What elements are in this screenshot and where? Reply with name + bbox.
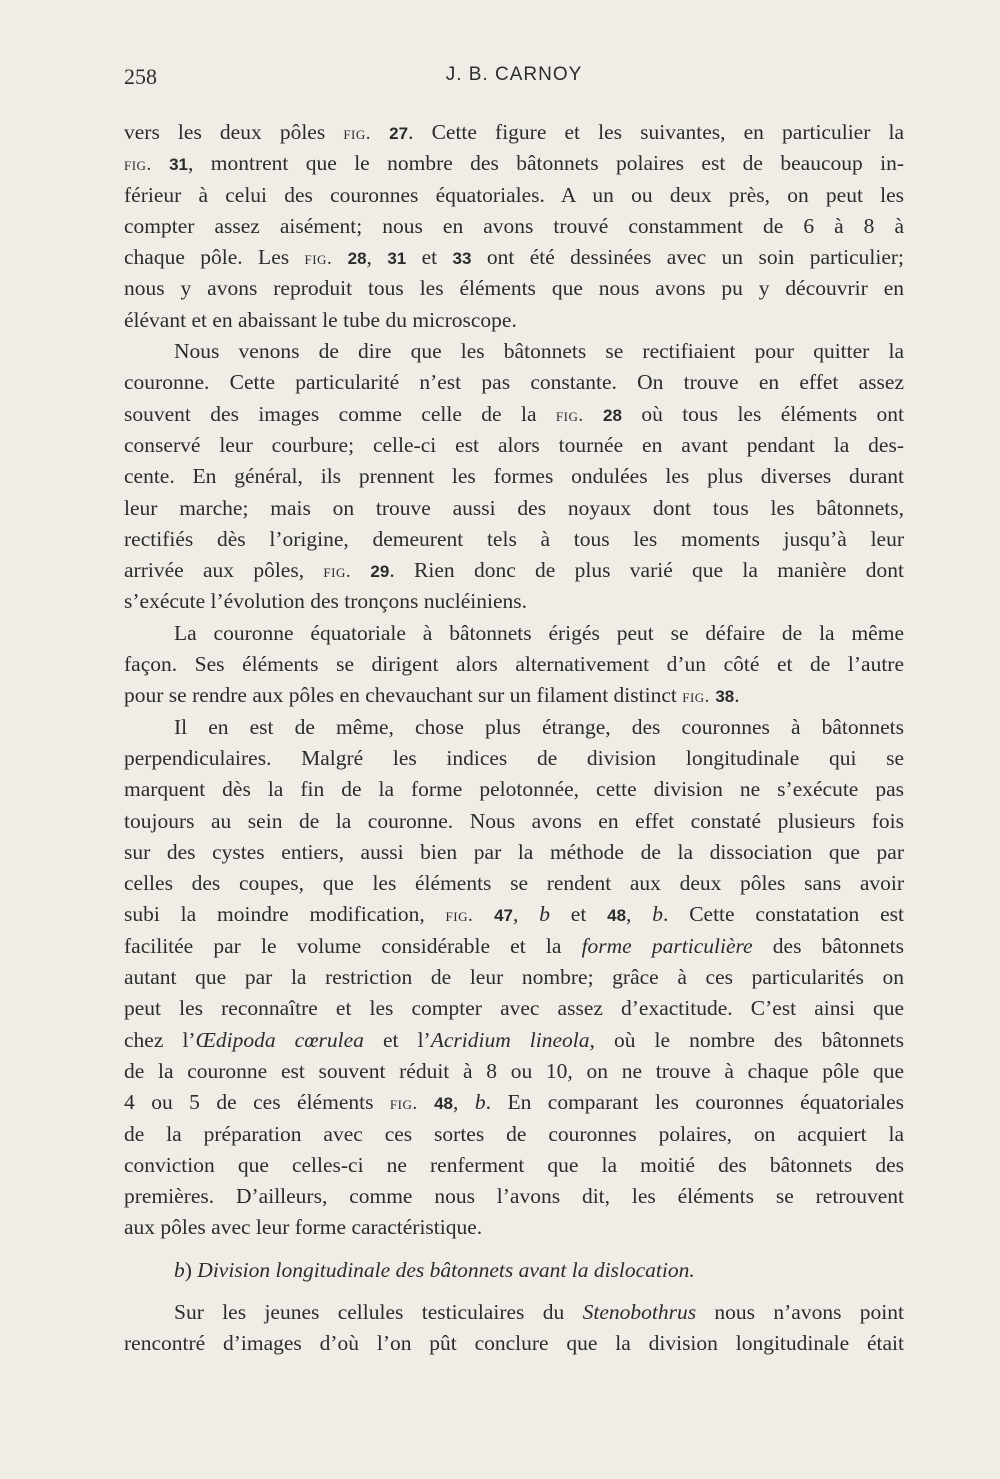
- text-span: . En comparant les couronnes équatoriales: [485, 1090, 905, 1115]
- text-line: [124, 712, 904, 743]
- text-span: . Rien donc de plus varié que la manière dont: [389, 558, 904, 583]
- text-line: [124, 743, 904, 774]
- figure-reference: fig.: [445, 905, 474, 927]
- text-span: . Cette figure et les suivantes, en particulier la: [408, 120, 904, 144]
- text-span: .: [734, 683, 740, 708]
- text-span: et: [406, 245, 453, 270]
- figure-number: 38: [715, 687, 735, 707]
- subsection-heading: [124, 1255, 904, 1286]
- text-line: [124, 117, 904, 148]
- text-span: de la préparation avec ces sortes de couronnes polaires, on acquiert la: [124, 1121, 904, 1146]
- running-head: J. B. CARNOY: [445, 64, 583, 85]
- page-number: 258: [124, 64, 157, 89]
- text-span: s’exécute l’évolution des tronçons nucléiniens.: [124, 589, 528, 614]
- text-span: ): [184, 1257, 198, 1282]
- text-line: [124, 336, 904, 367]
- text-span: aux pôles avec leur forme caractéristique.: [124, 1215, 483, 1240]
- figure-number: 31: [169, 155, 189, 175]
- text-span: [418, 1090, 434, 1114]
- text-line: [124, 1119, 904, 1150]
- text-line: [124, 837, 904, 868]
- italic-text: b: [539, 902, 550, 927]
- text-span: ,: [513, 902, 540, 927]
- text-span: ,: [626, 902, 653, 927]
- text-span: façon. Ses éléments se dirigent alors alternativement d’un côté et de l’autre: [124, 652, 904, 677]
- paragraph-gap: [124, 1244, 904, 1255]
- italic-text: Division longitudinale des bâtonnets avant la dislocation.: [197, 1257, 695, 1282]
- text-line: [124, 1181, 904, 1212]
- text-line: [124, 1297, 904, 1328]
- text-span: [473, 902, 494, 926]
- text-span: subi la moindre modification,: [124, 902, 446, 927]
- text-span: , montrent que le nombre des bâtonnets polaires est de beaucoup in-: [188, 151, 904, 176]
- text-span: compter assez aisément; nous en avons trouvé constamment de 6 à 8 à: [124, 213, 904, 238]
- text-line: [124, 305, 904, 336]
- text-line: [124, 1056, 904, 1087]
- italic-text: Acridium lineola: [430, 1027, 590, 1052]
- text-span: ,: [366, 245, 388, 270]
- figure-number: 27: [389, 124, 409, 143]
- text-line: [124, 1212, 904, 1243]
- text-span: où tous les éléments ont: [621, 401, 905, 426]
- text-line: [124, 1087, 904, 1118]
- figure-reference: fig.: [323, 561, 352, 583]
- text-line: [124, 1328, 904, 1359]
- body-text: [124, 117, 904, 1360]
- text-span: rectifiés dès l’origine, demeurent tels à tous les moments jusqu’à leur: [124, 526, 904, 551]
- text-span: rencontré d’images d’où l’on pût conclure que la division longitudinale était: [124, 1331, 904, 1356]
- text-line: [124, 524, 904, 555]
- text-span: et l’: [363, 1027, 431, 1052]
- page-header: [124, 64, 904, 98]
- text-span: de la couronne est souvent réduit à 8 ou 10, on ne trouve à chaque pôle que: [124, 1058, 904, 1083]
- text-span: celles des coupes, que les éléments se rendent aux deux pôles sans avoir: [124, 871, 904, 896]
- text-span: cente. En général, ils prennent les formes ondulées les plus diverses durant: [124, 464, 904, 489]
- text-span: Sur les jeunes cellules testiculaires du: [174, 1299, 583, 1324]
- text-span: arrivée aux pôles,: [124, 558, 324, 583]
- text-span: nous y avons reproduit tous les éléments que nous avons pu y découvrir en: [124, 276, 904, 301]
- text-span: [351, 558, 370, 582]
- text-line: [124, 273, 904, 304]
- text-span: vers les deux pôles: [124, 120, 344, 144]
- text-line: [124, 367, 904, 398]
- text-span: [332, 245, 347, 269]
- text-span: b: [174, 1257, 185, 1282]
- figure-reference: fig.: [555, 404, 584, 426]
- text-line: [124, 461, 904, 492]
- figure-number: 33: [452, 249, 472, 269]
- italic-text: Œdipoda cœrulea: [195, 1027, 364, 1052]
- text-span: marquent dès la fin de la forme pelotonnée, cette division ne s’exécute pas: [124, 777, 904, 802]
- text-span: et: [549, 902, 608, 927]
- italic-text: Stenobothrus: [582, 1299, 697, 1324]
- figure-reference: fig.: [124, 154, 152, 176]
- text-span: pour se rendre aux pôles en chevauchant sur un filament distinct: [124, 683, 683, 708]
- text-line: [124, 242, 904, 273]
- italic-text: b: [652, 902, 663, 927]
- text-span: peut les reconnaître et les compter avec assez d’exactitude. C’est ainsi que: [124, 996, 904, 1021]
- text-span: leur marche; mais on trouve aussi des noyaux dont tous les bâtonnets,: [124, 495, 904, 520]
- text-span: couronne. Cette particularité n’est pas constante. On trouve en effet assez: [124, 370, 904, 395]
- figure-reference: fig.: [389, 1093, 418, 1115]
- text-span: conviction que celles-ci ne renferment que la moitié des bâtonnets des: [124, 1152, 904, 1177]
- paragraph-gap: [124, 1286, 904, 1297]
- text-span: nous n’avons point: [696, 1299, 904, 1324]
- text-span: 4 ou 5 de ces éléments: [124, 1090, 390, 1115]
- text-span: [152, 151, 169, 175]
- text-line: [124, 148, 904, 179]
- text-line: [124, 680, 904, 711]
- text-span: ont été dessinées avec un soin particulier;: [471, 245, 905, 270]
- text-span: facilitée par le volume considérable et la: [124, 933, 582, 958]
- text-line: [124, 586, 904, 617]
- figure-number: 48: [607, 906, 627, 926]
- text-line: [124, 399, 904, 430]
- text-span: . Cette constatation est: [663, 902, 904, 927]
- text-line: [124, 774, 904, 805]
- text-span: chaque pôle. Les: [124, 245, 305, 270]
- text-span: perpendiculaires. Malgré les indices de division longitudinale qui se: [124, 745, 904, 770]
- text-span: La couronne équatoriale à bâtonnets érigés peut se défaire de la même: [174, 620, 904, 645]
- text-line: [124, 180, 904, 211]
- text-span: autant que par la restriction de leur nombre; grâce à ces particularités on: [124, 965, 904, 990]
- figure-number: 48: [434, 1094, 454, 1114]
- text-line: [124, 962, 904, 993]
- italic-text: b: [474, 1090, 486, 1115]
- text-line: [124, 1150, 904, 1181]
- figure-reference: fig.: [343, 123, 372, 144]
- text-span: sur des cystes entiers, aussi bien par la méthode de la dissociation que par: [124, 839, 904, 864]
- text-line: [124, 806, 904, 837]
- text-span: chez l’: [124, 1027, 196, 1052]
- text-span: Il en est de même, chose plus étrange, des couronnes à bâtonnets: [174, 714, 904, 739]
- text-line: [124, 430, 904, 461]
- text-span: conservé leur courbure; celle-ci est alors tournée en avant pendant la des-: [124, 432, 904, 457]
- text-span: férieur à celui des couronnes équatoriales. A un ou deux près, on peut les: [124, 182, 904, 207]
- figure-number: 28: [347, 249, 367, 269]
- text-line: [124, 1025, 904, 1056]
- text-span: souvent des images comme celle de la: [124, 401, 556, 426]
- figure-number: 47: [494, 906, 513, 926]
- figure-reference: fig.: [304, 248, 333, 270]
- text-span: [584, 402, 603, 426]
- text-line: [124, 211, 904, 242]
- text-span: toujours au sein de la couronne. Nous avons en effet constaté plusieurs fois: [124, 808, 904, 833]
- text-line: [124, 555, 904, 586]
- text-line: [124, 899, 904, 930]
- figure-reference: fig.: [682, 686, 710, 708]
- text-span: premières. D’ailleurs, comme nous l’avons dit, les éléments se retrouvent: [124, 1184, 904, 1209]
- text-span: élévant et en abaissant le tube du microscope.: [124, 307, 517, 332]
- text-line: [124, 993, 904, 1024]
- text-line: [124, 493, 904, 524]
- text-line: [124, 931, 904, 962]
- text-line: [124, 649, 904, 680]
- text-line: [124, 618, 904, 649]
- italic-text: forme particulière: [581, 933, 753, 958]
- text-span: ,: [453, 1090, 475, 1115]
- figure-number: 29: [370, 562, 390, 582]
- text-span: Nous venons de dire que les bâtonnets se rectifiaient pour quitter la: [174, 339, 904, 364]
- figure-number: 28: [603, 405, 622, 425]
- text-span: des bâtonnets: [752, 933, 905, 958]
- text-line: [124, 868, 904, 899]
- text-span: [371, 120, 389, 144]
- figure-number: 31: [387, 249, 407, 269]
- text-span: , où le nombre des bâtonnets: [589, 1027, 904, 1052]
